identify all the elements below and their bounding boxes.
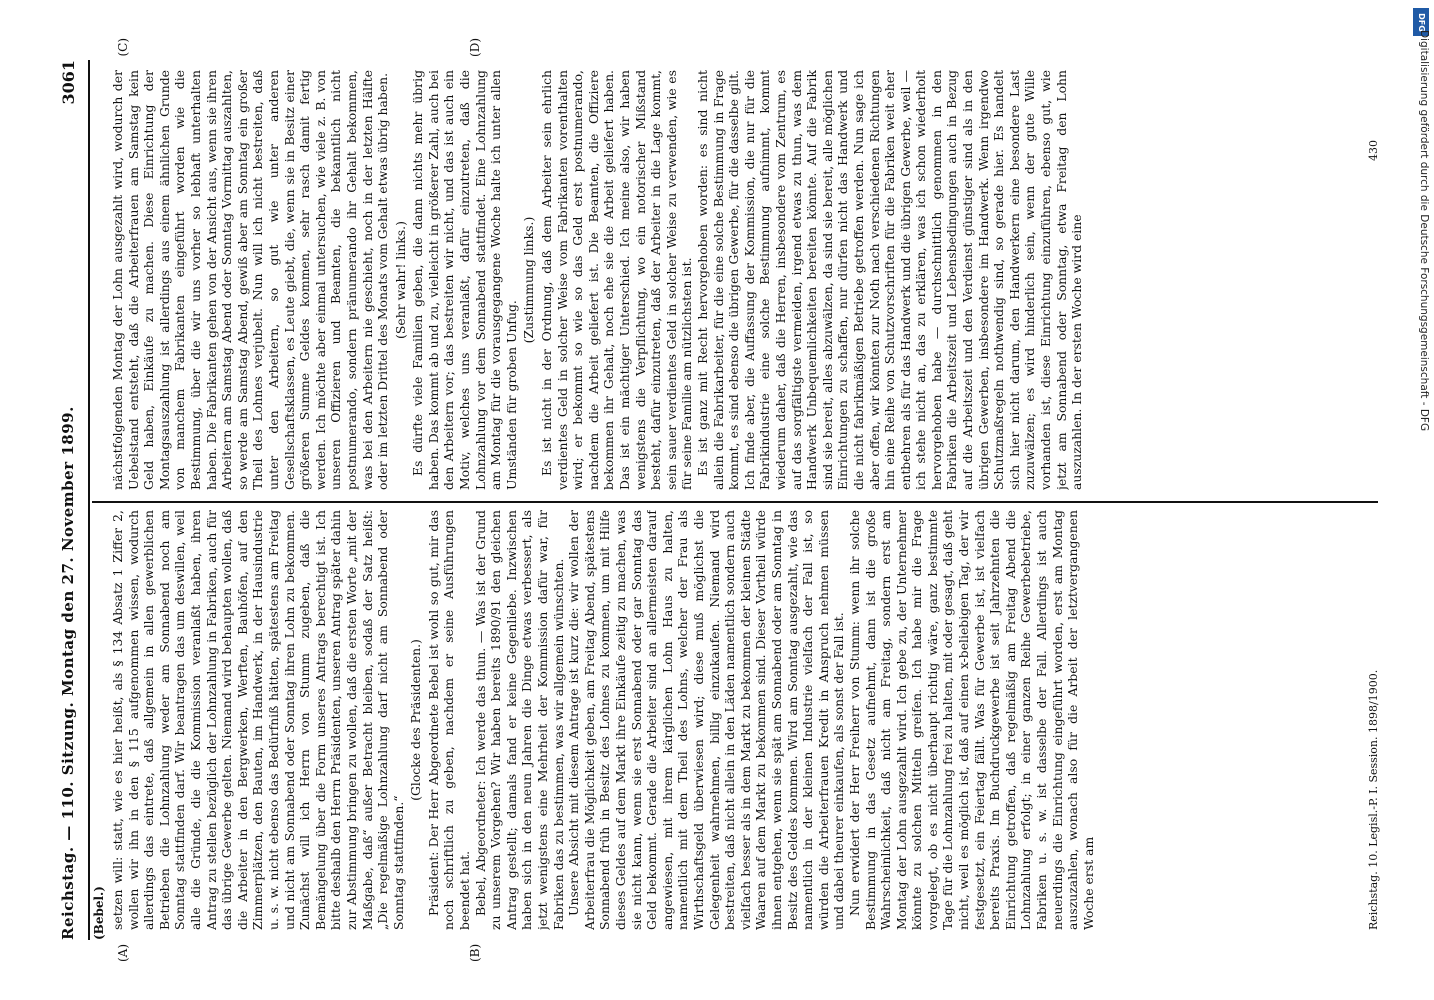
dfg-logo-text: DFG	[1416, 12, 1426, 32]
interjection: (Sehr wahr! links.)	[392, 221, 408, 339]
page-number: 3061	[58, 60, 78, 105]
paragraph: Bebel, Abgeordneter: Ich werde das thun. — Was ist der Grund zu unserem Vorgehen? Wir haben bereits 1890/91 den gleichen Antrag gestellt; damals fand er keine Gegenliebe. Inzwischen haben sich in den neun Jahren die Dinge etwas verbessert, als jetzt wenigstens eine Mehrheit der Kommission dafür war, für Fabriken das zu bestimmen, was wir allgemein wünschten.	[472, 510, 566, 930]
footer-reference: Reichstag. 10. Legisl.-P. I. Session. 1898/1900.	[1367, 669, 1380, 930]
paragraph: Es ist nicht in der Ordnung, daß dem Arbeiter sein ehrlich verdientes Geld in solcher Weise vom Fabrikanten vorenthalten wird; er bekommt so wie so das Geld erst postnumerando, nachdem die Arbeit geliefert ist. Die Beamten, die Offiziere bekommen ihr Gehalt, noch ehe sie die Arbeit geliefert haben. Das ist ein mächtiger Unterschied. Ich meine also, wir haben wenigstens die Verpflichtung, wo ein notorischer Mißstand besteht, dafür einzutreten, daß der Arbeiter in die Lage kommt, sein sauer verdientes Geld in solcher Weise zu verwenden, wie es für seine Familie am nützlichsten ist.	[539, 70, 695, 490]
paragraph: Unsere Absicht mit diesem Antrage ist kurz die: wir wollen der Arbeiterfrau die Möglichkeit geben, am Freitag Abend, spätestens Sonnabend früh in Besitz des Lohnes zu kommen, um mit Hilfe dieses Geldes auf dem Markt ihre Einkäufe zeitig zu machen, was sie nicht kann, wenn sie erst Sonnabend oder gar Sonntag das Geld bekommt. Gerade die Arbeiter sind an allermeisten darauf angewiesen, mit ihrem kärglichen Lohn Haus zu halten, namentlich mit dem Theil des Lohns, welcher der Frau als Wirthschaftsgeld überwiesen wird; diese muß möglichst die Gelegenheit wahrnehmen, billig einzukaufen. Niemand wird bestreiten, daß nicht allein in den Läden namentlich sondern auch vielfach besser als in dem Markt zu bekommen der kleinen Städte Waaren auf dem Markt zu bekommen sind. Dieser Vortheil würde ihnen entgehen, wenn sie spät am Sonnabend oder am Sonntag in Besitz des Geldes kommen. Wird am Sonntag ausgezahlt, wie das namentlich in der kleinen Industrie vielfach der Fall ist, so würden die Arbeiterfrauen Kredit in Anspruch nehmen müssen und dabei theurer einkaufen, als sonst der Fall ist.	[566, 510, 847, 930]
margin-letter-c: (C)	[116, 38, 130, 57]
paragraph: Nun erwidert der Herr Freiherr von Stumm: wenn ihr solche Bestimmung in das Gesetz aufnehmt, dann ist die große Wahrscheinlichkeit, daß nicht am Freitag, sondern erst am Montag der Lohn ausgezahlt wird. Ich gebe zu, der Unternehmer könnte zu solchen Mitteln greifen. Ich habe mir die Frage vorgelegt, ob es nicht überhaupt richtig wäre, ganz bestimmte Tage für die Lohnzahlung frei zu halten, mit oder gesagt, daß geht nicht, weil es möglich ist, daß auf einen x-beliebigen Tag, der wir festgesetzt, ein Feiertag fällt. Was für Gewerbe ist, ist vielfach bereits Praxis. Im Buchdruckgewerbe ist seit Jahrzehnten die Einrichtung getroffen, daß regelmäßig am Freitag Abend die Lohnzahlung erfolgt; in einer ganzen Reihe Gewerbebetriebe, Fabriken u. s. w. ist dasselbe der Fall. Allerdings ist auch neuerdings die Einrichtung eingeführt worden, erst am Montag auszuzahlen, wonach also für die Arbeit der letztvergangenen Woche erst am	[846, 510, 1096, 930]
paragraph: nächstfolgenden Montag der Lohn ausgezahlt wird, wodurch der Uebelstand entsteht, daß die Arbeiterfrauen am Samstag kein Geld haben, Einkäufe zu machen. Diese Einrichtung der Montagsauszahlung ist allerdings aus einem ähnlichen Grunde von manchem Fabrikanten eingeführt worden wie die Bestimmung, über die wir uns vorher so lebhaft unterhalten haben. Die Fabrikanten gehen von der Ansicht aus, wenn sie ihren Arbeitern am Samstag Abend oder Sonntag Vormittag auszahlten, so werde am Samstag Abend, gewiß aber am Sonntag ein großer Theil des Lohnes verjubelt. Nun will ich nicht bestreiten, daß unter den Arbeitern, so gut wie unter anderen Gesellschaftsklassen, es Leute giebt, die, wenn sie in Besitz einer größeren Summe Geldes kommen, sehr rasch damit fertig werden. Ich möchte aber einmal untersuchen, wie viele z. B. von unseren Offizieren und Beamten, die bekanntlich nicht postnumerando, sondern pränumerando ihr Gehalt bekommen, was bei den Arbeitern nie geschieht, noch in der letzten Hälfte oder im letzten Drittel des Monats vom Gehalt etwas übrig haben.	[110, 70, 391, 490]
paragraph: setzen will: statt, wie es hier heißt, als § 134 Absatz 1 Ziffer 2, wollen wir ihn in den § 115 aufgenommen wissen, wodurch allerdings das eintrete, daß allgemein in allen gewerblichen Betrieben die Lohnzahlung weder am Sonnabend noch am Sonntag stattfinden darf. Wir beantragen das um deswillen, weil alle die Gründe, die die Kommission veranlaßt haben, ihren Antrag zu stellen bezüglich der Lohnzahlung in Fabriken, auch für das übrige Gewerbe gelten. Niemand wird behaupten wollen, daß die Arbeiter in den Bergwerken, Werften, Bauhöfen, auf den Zimmerplätzen, den Bauten, im Handwerk, in der Hausindustrie u. s. w. nicht ebenso das Bedürfniß hätten, spätestens am Freitag und nicht am Sonnabend oder Sonntag ihren Lohn zu bekommen. Zunächst will ich Herrn von Stumm zugeben, daß die Bemängelung über die Form unseres Antrags berechtigt ist. Ich bitte deshalb den Herrn Präsidenten, unseren Antrag später dahin zur Abstimmung bringen zu wollen, daß die ersten Worte „mit der Maßgabe, daß“ außer Betracht bleiben, sodaß der Satz heißt: „Die regelmäßige Lohnzahlung darf nicht am Sonnabend oder Sonntag stattfinden.“	[110, 510, 406, 930]
left-column	[110, 510, 1368, 930]
margin-letter-a: (A)	[116, 943, 130, 962]
interjection: (Glocke des Präsidenten.)	[408, 639, 424, 801]
digitization-credit-strip	[1410, 4, 1432, 614]
paragraph: Es dürfte viele Familien geben, die dann nichts mehr übrig haben. Das kommt ab und zu, vielleicht in größerer Zahl, auch bei den Arbeitern vor; das bestreiten wir nicht, und das ist auch ein Motiv, welches uns veranlaßt, dafür einzutreten, daß die Lohnzahlung vor dem Sonnabend stattfindet. Eine Lohnzahlung am Montag für die vorausgegangene Woche halte ich unter allen Umständen für groben Unfug.	[410, 70, 519, 490]
paragraph: Präsident: Der Herr Abgeordnete Bebel ist wohl so gut, mir das noch schriftlich zu geben, nachdem er seine Ausführungen beendet hat.	[425, 510, 473, 930]
speaker-tag: (Bebel.)	[92, 886, 106, 940]
margin-letter-b: (B)	[468, 943, 482, 962]
page-header-title: Reichstag. — 110. Sitzung. Montag den 27. November 1899.	[59, 406, 77, 940]
running-head	[48, 60, 90, 940]
digitization-credit-text: Digitalisierung gefördert durch die Deutsche Forschungsgemeinschaft - DFG	[1418, 30, 1430, 432]
right-column	[110, 70, 1368, 490]
column-divider	[92, 501, 1378, 503]
margin-letter-d: (D)	[468, 38, 482, 57]
interjection: (Zustimmung links.)	[521, 216, 537, 344]
footer-sheet-number: 430	[1367, 140, 1380, 161]
paragraph: Es ist ganz mit Recht hervorgehoben worden: es sind nicht allein die Fabrikarbeiter, für die eine solche Bestimmung in Frage kommt, es sind ebenso die übrigen Gewerbe, für die dasselbe gilt. Ich finde aber, die Auffassung der Kommission, die nur für die Fabrikindustrie eine solche Bestimmung aufnimmt, kommt wiederum daher, daß die Herren, insbesondere vom Zentrum, es auf das sorgfältigste vermeiden, irgend etwas zu thun, was dem Handwerk Unbequemlichkeiten bereiten könnte. Auf die Fabrik sind sie bereit, alles abzuwälzen, da sind sie bereit, alle möglichen Einrichtungen zu schaffen, nur dürfen nicht das Handwerk und die nicht fabrikmäßigen Betriebe getroffen werden. Nun sage ich aber offen, wir könnten zur Noth nach verschiedenen Richtungen hin eine Reihe von Schutzvorschriften für die Fabriken weit eher entbehren als für das Handwerk und die übrigen Gewerbe, weil — ich stehe nicht an, das zu erklären, was ich schon wiederholt hervorgehoben habe — durchschnittlich genommen in den Fabriken die Arbeitszeit und Lebensbedingungen auch in Bezug auf die Arbeitszeit und den Verdienst günstiger sind als in den übrigen Gewerben, insbesondere im Handwerk. Wenn irgendwo Schutzmaßregeln nothwendig sind, so gerade hier. Es handelt sich hier nicht darum, den Handwerkern eine besondere Last zuzuwälzen; es wird hinderlich sein, wenn der gute Wille vorhanden ist, diese Einrichtung einzuführen, ebenso gut, wie jetzt am Sonnabend oder Sonntag, etwa Freitag den Lohn auszuzahlen. In der ersten Woche wird eine	[694, 70, 1085, 490]
rotated-document-page	[48, 38, 1380, 962]
